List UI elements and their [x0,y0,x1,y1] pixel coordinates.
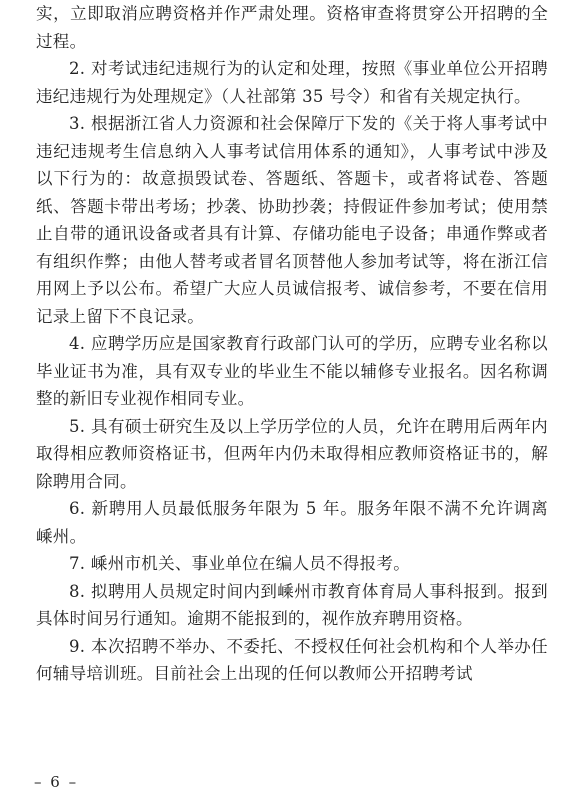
paragraph-item-5: 5. 具有硕士研究生及以上学历学位的人员，允许在聘用后两年内取得相应教师资格证书，但两年内仍未取得相应教师资格证书的，解除聘用合同。 [36,416,548,491]
paragraph-item-8: 8. 拟聘用人员规定时间内到嵊州市教育体育局人事科报到。报到具体时间另行通知。逾期不能报到的，视作放弃聘用资格。 [36,581,548,628]
paragraph-item-4: 4. 应聘学历应是国家教育行政部门认可的学历，应聘专业名称以毕业证书为准，具有双专业的毕业生不能以辅修专业报名。因名称调整的新旧专业视作相同专业。 [36,334,548,408]
page-number: – 6 – [34,773,79,791]
paragraph-item-6: 6. 新聘用人员最低服务年限为 5 年。服务年限不满不允许调离嵊州。 [36,499,548,546]
paragraph-item-2: 2. 对考试违纪违规行为的认定和处理，按照《事业单位公开招聘违纪违规行为处理规定》（人社部第 35 号令）和省有关规定执行。 [36,59,548,106]
paragraph-continuation: 实，立即取消应聘资格并作严肃处理。资格审查将贯穿公开招聘的全过程。 [36,4,548,51]
paragraph-item-9: 9. 本次招聘不举办、不委托、不授权任何社会机构和个人举办任何辅导培训班。目前社会上出现的任何以教师公开招聘考试 [36,636,548,683]
document-body [36,0,548,688]
paragraph-item-3: 3. 根据浙江省人力资源和社会保障厅下发的《关于将人事考试中违纪违规考生信息纳入人事考试信用体系的通知》，人事考试中涉及以下行为的：故意损毁试卷、答题纸、答题卡，或者将试卷、答题纸、答题卡带出考场；抄袭、协助抄袭；持假证件参加考试；使用禁止自带的通讯设备或者具有计算、存储功能电子设备；串通作弊或者有组织作弊；由他人替考或者冒名顶替他人参加考试等，将在浙江信用网上予以公布。希望广大应人员诚信报考、诚信参考，不要在信用记录上留下不良记录。 [36,114,548,326]
paragraph-item-7: 7. 嵊州市机关、事业单位在编人员不得报考。 [69,554,411,573]
